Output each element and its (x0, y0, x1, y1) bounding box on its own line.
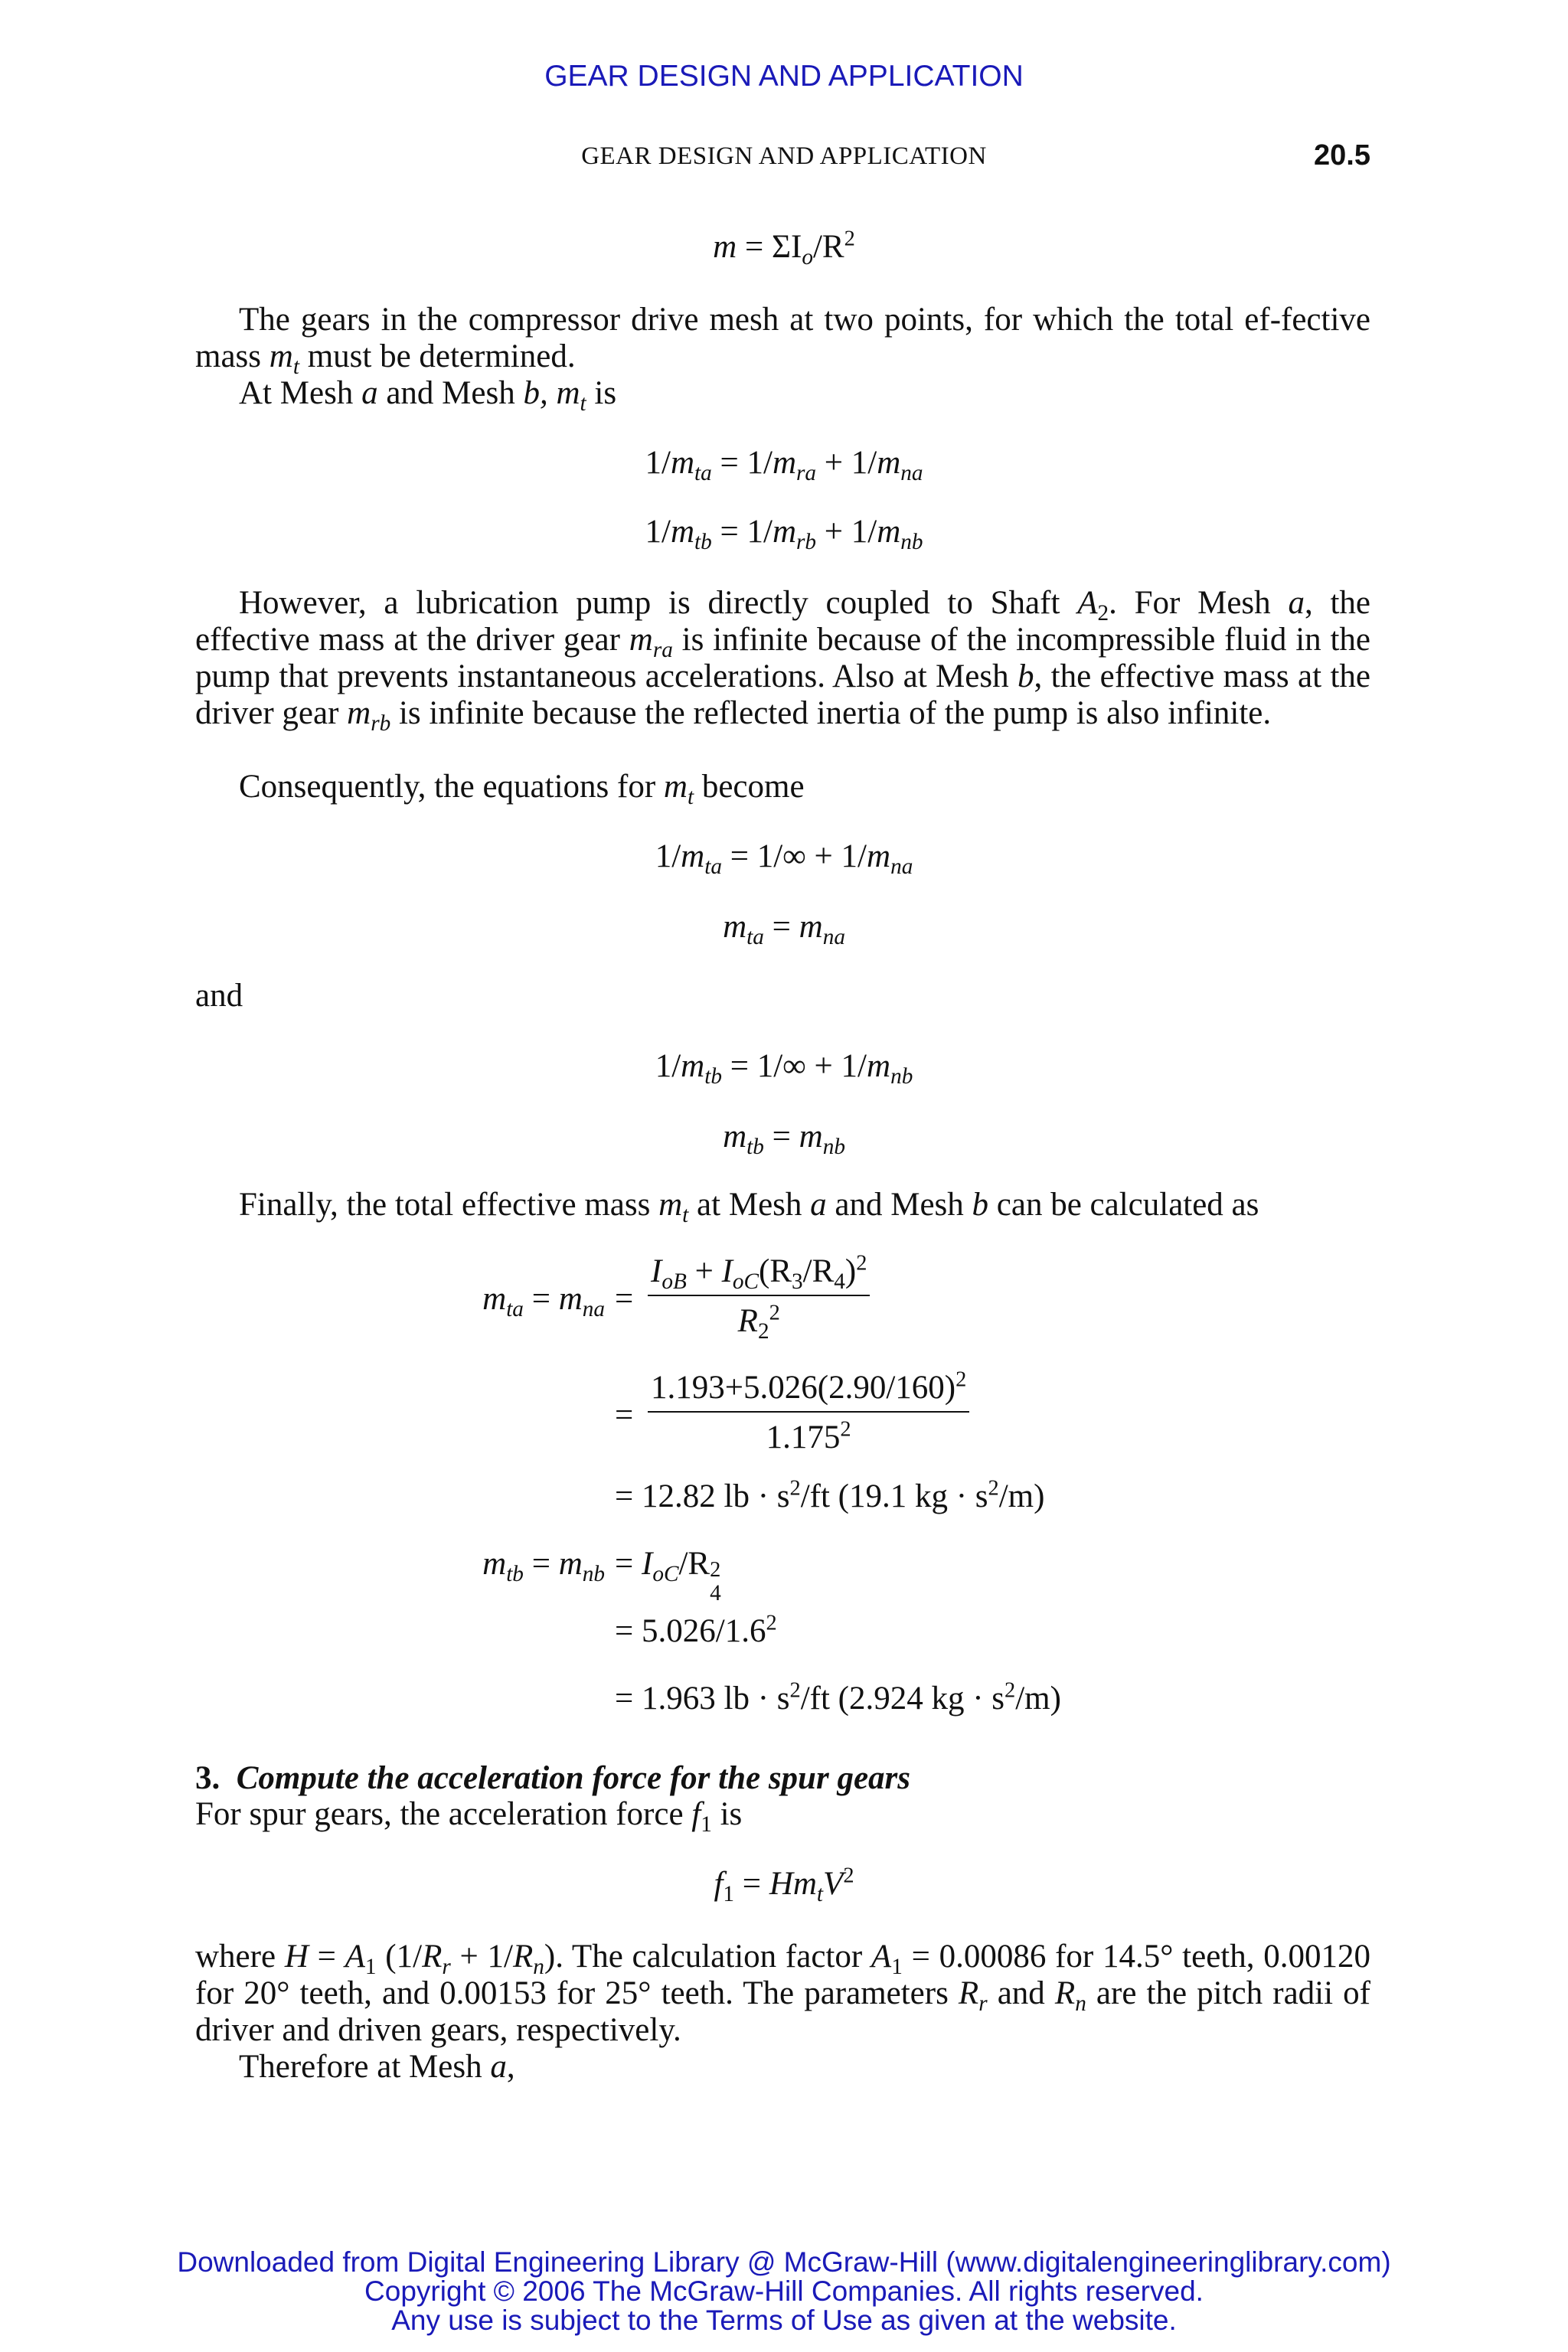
paragraph-consequently: Consequently, the equations for $m_t$ become (239, 769, 805, 809)
paragraph-lubrication-pump: However, a lubrication pump is directly coupled to Shaft $A_2$. For Mesh a, the effective mass at the driver gear $m_{ra}$ is infinite because of the incompressible fluid in the pump that prevents instantaneous accelerations. Also at Mesh b, the effective mass at the driver gear $m_{rb}$ is infinite because the reflected inertia of the pump is also infinite. (195, 585, 1371, 736)
calc-mtb-symbolic: = $I_{oC}/R$ 2 4 (615, 1546, 721, 1606)
footer-terms: Any use is subject to the Terms of Use as given at the website. (391, 2305, 1177, 2336)
equation-mta-equals-mna: $m_{ta} = m_{na}$ (723, 909, 845, 949)
calc-equals-2: = (615, 1397, 634, 1433)
equation-mesh-b-reciprocal: $1/m_{tb} = 1/m_{rb} + 1/m_{nb}$ (645, 514, 923, 554)
section-heading-3: 3. Compute the acceleration force for the spur gears (195, 1760, 911, 1796)
calc-result-mtb: = 1.963 lb · $s^2/ft$ (2.924 kg · $s^2/m$) (615, 1678, 1061, 1717)
calc-fraction-symbolic: $\frac{I_{oB} + I_{oC}(R_3/R_4)^2}{R_2^2}$ (648, 1253, 870, 1340)
calc-lhs-mta: $m_{ta} = m_{na}$ (482, 1281, 605, 1321)
paragraph-finally: Finally, the total effective mass $m_t$ at Mesh a and Mesh b can be calculated as (239, 1187, 1259, 1227)
calc-result-mta: = 12.82 lb · $s^2/ft$ (19.1 kg · $s^2/m$) (615, 1476, 1045, 1514)
equation-m-sum: $m = \Sigma I_o/R^2$ (713, 227, 855, 270)
calc-equals-1: = (615, 1281, 634, 1317)
equation-mesh-b-infinite: $1/m_{tb} = 1/\infty + 1/m_{nb}$ (655, 1048, 913, 1089)
paragraph-mesh-a-b: At Mesh a and Mesh b, $m_t$ is (239, 375, 617, 416)
calc-lhs-mtb: $m_{tb} = m_{nb}$ (482, 1546, 605, 1586)
paragraph-therefore: Therefore at Mesh a, (239, 2049, 515, 2085)
footer-copyright: Copyright © 2006 The McGraw-Hill Companies. All rights reserved. (364, 2275, 1204, 2307)
footer-download-link[interactable]: Downloaded from Digital Engineering Library @ McGraw-Hill (www.digitalengineeringlibrary.com) (177, 2246, 1391, 2278)
equation-mesh-a-infinite: $1/m_{ta} = 1/\infty + 1/m_{na}$ (655, 838, 913, 879)
web-header: GEAR DESIGN AND APPLICATION (544, 60, 1024, 93)
page-number: 20.5 (1314, 139, 1370, 172)
paragraph-spur-gears: For spur gears, the acceleration force $f_1$ is (195, 1796, 743, 1837)
equation-mesh-a-reciprocal: $1/m_{ta} = 1/m_{ra} + 1/m_{na}$ (645, 445, 923, 485)
paragraph-calculation-factor: where $H = A_1$ $(1/R_r + 1/R_n)$. The calculation factor $A_1 = 0.00086$ for 14.5° teeth, 0.00120 for 20° teeth, and 0.00153 for 25° teeth. The parameters $R_r$ and $R_n$ are the pitch radii of driver and driven gears, respectively. (195, 1939, 1371, 2048)
calc-fraction-numeric: $\frac{1.193+5.026(2.90/160)^2}{1.175^2}$ (648, 1369, 969, 1456)
footer (0, 2248, 1568, 2335)
paragraph-total-mass: The gears in the compressor drive mesh at two points, for which the total ef-fective mass $m_t$ must be determined. (195, 302, 1370, 379)
equation-acceleration-force: $f_1 = Hm_tV^2$ (714, 1864, 854, 1906)
calc-mtb-numeric: = $5.026/1.6^2$ (615, 1611, 777, 1649)
equation-mtb-equals-mnb: $m_{tb} = m_{nb}$ (723, 1119, 845, 1159)
word-and: and (195, 978, 243, 1014)
running-head: GEAR DESIGN AND APPLICATION (581, 142, 987, 170)
